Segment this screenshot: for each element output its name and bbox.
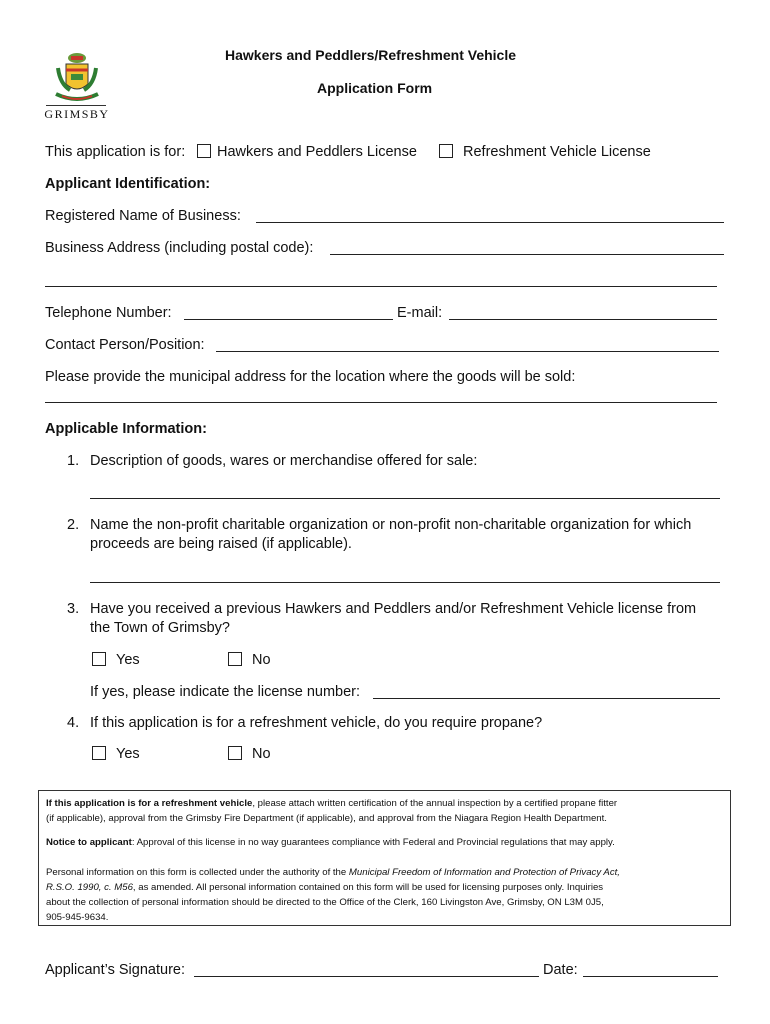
q1-answer-field[interactable] bbox=[90, 498, 720, 499]
q3-no-label: No bbox=[252, 652, 271, 668]
refreshment-license-label: Refreshment Vehicle License bbox=[463, 144, 651, 160]
license-number-field[interactable] bbox=[373, 698, 720, 699]
business-address-label: Business Address (including postal code): bbox=[45, 240, 314, 256]
q3-yes-label: Yes bbox=[116, 652, 140, 668]
q4-no-checkbox[interactable] bbox=[228, 746, 242, 760]
notice-p3-line4: 905-945-9634. bbox=[46, 912, 109, 923]
notice-p3-pre: Personal information on this form is collected under the authority of the bbox=[46, 867, 349, 878]
notice-p2-bold: Notice to applicant bbox=[46, 837, 132, 848]
telephone-field[interactable] bbox=[184, 319, 393, 320]
crest-icon bbox=[44, 50, 110, 106]
q2-answer-field[interactable] bbox=[90, 582, 720, 583]
business-name-label: Registered Name of Business: bbox=[45, 208, 241, 224]
telephone-label: Telephone Number: bbox=[45, 305, 172, 321]
notice-paragraph-1 bbox=[46, 796, 726, 826]
municipal-address-field[interactable] bbox=[45, 402, 717, 403]
applicable-heading: Applicable Information: bbox=[45, 421, 207, 437]
hawkers-license-label: Hawkers and Peddlers License bbox=[217, 144, 417, 160]
contact-label: Contact Person/Position: bbox=[45, 337, 205, 353]
logo-text: GRIMSBY bbox=[44, 107, 110, 121]
notice-box bbox=[38, 790, 731, 926]
q3-followup-label: If yes, please indicate the license number: bbox=[90, 684, 361, 700]
notice-p1-line2: (if applicable), approval from the Grimsby Fire Department (if applicable), and approval from the Niagara Region Health Department. bbox=[46, 813, 607, 824]
notice-p3-rest: , as amended. All personal information contained on this form will be used for licensing purposes only. Inquiries bbox=[132, 882, 604, 893]
q4-no-label: No bbox=[252, 746, 271, 762]
notice-p3-italic2: R.S.O. 1990, c. M56 bbox=[46, 882, 133, 893]
date-label: Date: bbox=[543, 962, 578, 978]
email-label: E-mail: bbox=[397, 305, 443, 321]
notice-p2-rest: : Approval of this license in no way guarantees compliance with Federal and Provincial regulations that may apply. bbox=[131, 837, 615, 848]
municipal-address-label: Please provide the municipal address for the location where the goods will be sold: bbox=[45, 369, 576, 385]
refreshment-license-checkbox[interactable] bbox=[439, 144, 453, 158]
q3-text-line2: the Town of Grimsby? bbox=[90, 620, 230, 636]
q4-yes-label: Yes bbox=[116, 746, 140, 762]
email-field[interactable] bbox=[449, 319, 717, 320]
contact-field[interactable] bbox=[216, 351, 719, 352]
q1-text: Description of goods, wares or merchandise offered for sale: bbox=[90, 453, 478, 469]
notice-p3-line3: about the collection of personal information should be directed to the Office of the Clerk, 160 Livingston Ave, Grimsby, ON L3M 0J5, bbox=[46, 897, 604, 908]
q3-number: 3. bbox=[67, 601, 80, 617]
q2-text-line1: Name the non-profit charitable organization or non-profit non-charitable organization for which bbox=[90, 517, 692, 533]
application-for-label: This application is for: bbox=[45, 144, 186, 160]
notice-p1-rest: , please attach written certification of the annual inspection by a certified propane fitter bbox=[252, 798, 618, 809]
q3-yes-checkbox[interactable] bbox=[92, 652, 106, 666]
q2-number: 2. bbox=[67, 517, 80, 533]
notice-p1-bold: If this application is for a refreshment vehicle bbox=[46, 798, 253, 809]
q4-text: If this application is for a refreshment vehicle, do you require propane? bbox=[90, 715, 543, 731]
form-subtitle: Application Form bbox=[317, 80, 433, 96]
notice-paragraph-3 bbox=[46, 865, 726, 925]
q4-number: 4. bbox=[67, 715, 80, 731]
grimsby-logo bbox=[44, 50, 110, 120]
date-field[interactable] bbox=[583, 976, 718, 977]
signature-field[interactable] bbox=[194, 976, 539, 977]
business-name-field[interactable] bbox=[256, 222, 724, 223]
signature-label: Applicant’s Signature: bbox=[45, 962, 185, 978]
q3-no-checkbox[interactable] bbox=[228, 652, 242, 666]
business-address-field-2[interactable] bbox=[45, 286, 717, 287]
q1-number: 1. bbox=[67, 453, 80, 469]
form-title: Hawkers and Peddlers/Refreshment Vehicle bbox=[225, 47, 517, 63]
applicant-heading: Applicant Identification: bbox=[45, 176, 211, 192]
q3-text-line1: Have you received a previous Hawkers and Peddlers and/or Refreshment Vehicle license from bbox=[90, 601, 697, 617]
notice-p3-italic1: Municipal Freedom of Information and Protection of Privacy Act, bbox=[348, 867, 620, 878]
hawkers-license-checkbox[interactable] bbox=[197, 144, 211, 158]
notice-paragraph-2 bbox=[46, 835, 726, 850]
q4-yes-checkbox[interactable] bbox=[92, 746, 106, 760]
business-address-field[interactable] bbox=[330, 254, 724, 255]
q2-text-line2: proceeds are being raised (if applicable). bbox=[90, 536, 352, 552]
